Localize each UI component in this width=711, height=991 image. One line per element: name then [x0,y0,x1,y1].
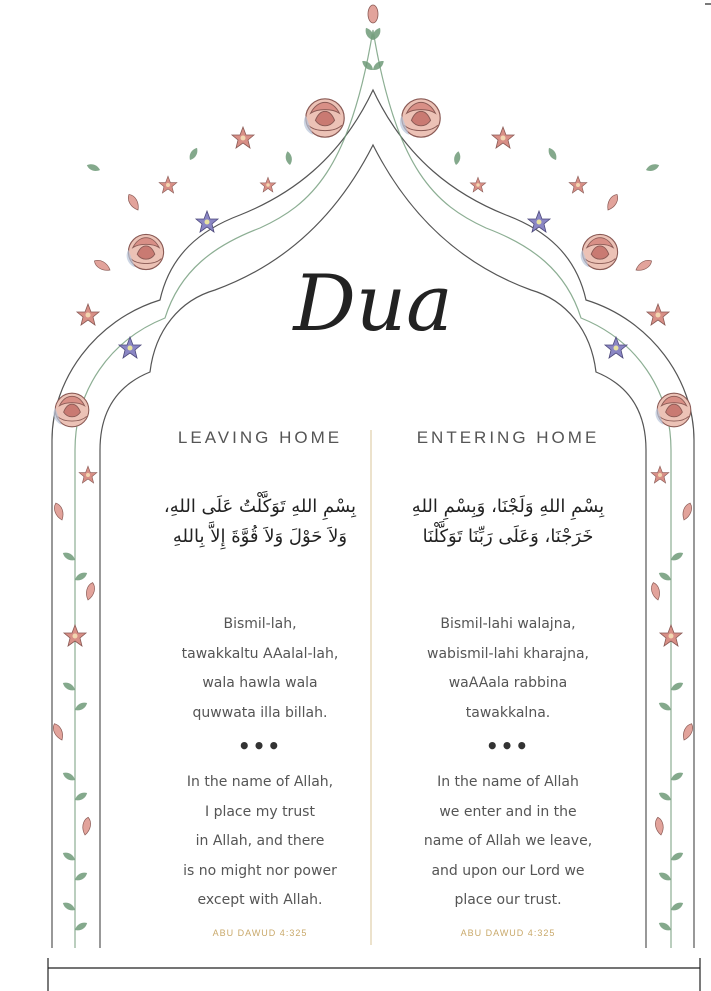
entering-home-column [373,428,643,938]
leaving-home-heading: LEAVING HOME [177,428,343,447]
leaving-home-translation: In the name of Allah, I place my trust in Allah, and there is no might nor power except with Allah. [183,774,337,908]
separator-dots: ••• [237,734,283,758]
entering-home-transliteration: Bismil-lahi walajna, wabismil-lahi kharajna, waAAala rabbina tawakkalna. [427,616,589,721]
leaving-home-source: ABU DAWUD 4:325 [212,928,308,938]
entering-home-arabic: بِسْمِ اللهِ وَلَجْنَا، وَبِسْمِ اللهِ خَرَجْنَا، وَعَلَى رَبِّنَا تَوَكَّلْنَا [411,496,605,547]
entering-home-source: ABU DAWUD 4:325 [460,928,556,938]
separator-dots: ••• [485,734,531,758]
leaving-home-transliteration: Bismil-lah, tawakkaltu AAalal-lah, wala hawla wala quwwata illa billah. [181,616,339,721]
leaving-home-column [125,428,395,938]
entering-home-heading: ENTERING HOME [416,428,600,447]
entering-home-translation: In the name of Allah we enter and in the name of Allah we leave, and upon our Lord we place our trust. [423,774,593,908]
leaving-home-arabic: بِسْمِ اللهِ تَوَكَّلْتُ عَلَى اللهِ، وَلاَ حَوْلَ وَلاَ قُوَّةَ إِلاَّ بِاللهِ [163,496,357,547]
page-title: Dua [293,259,453,349]
